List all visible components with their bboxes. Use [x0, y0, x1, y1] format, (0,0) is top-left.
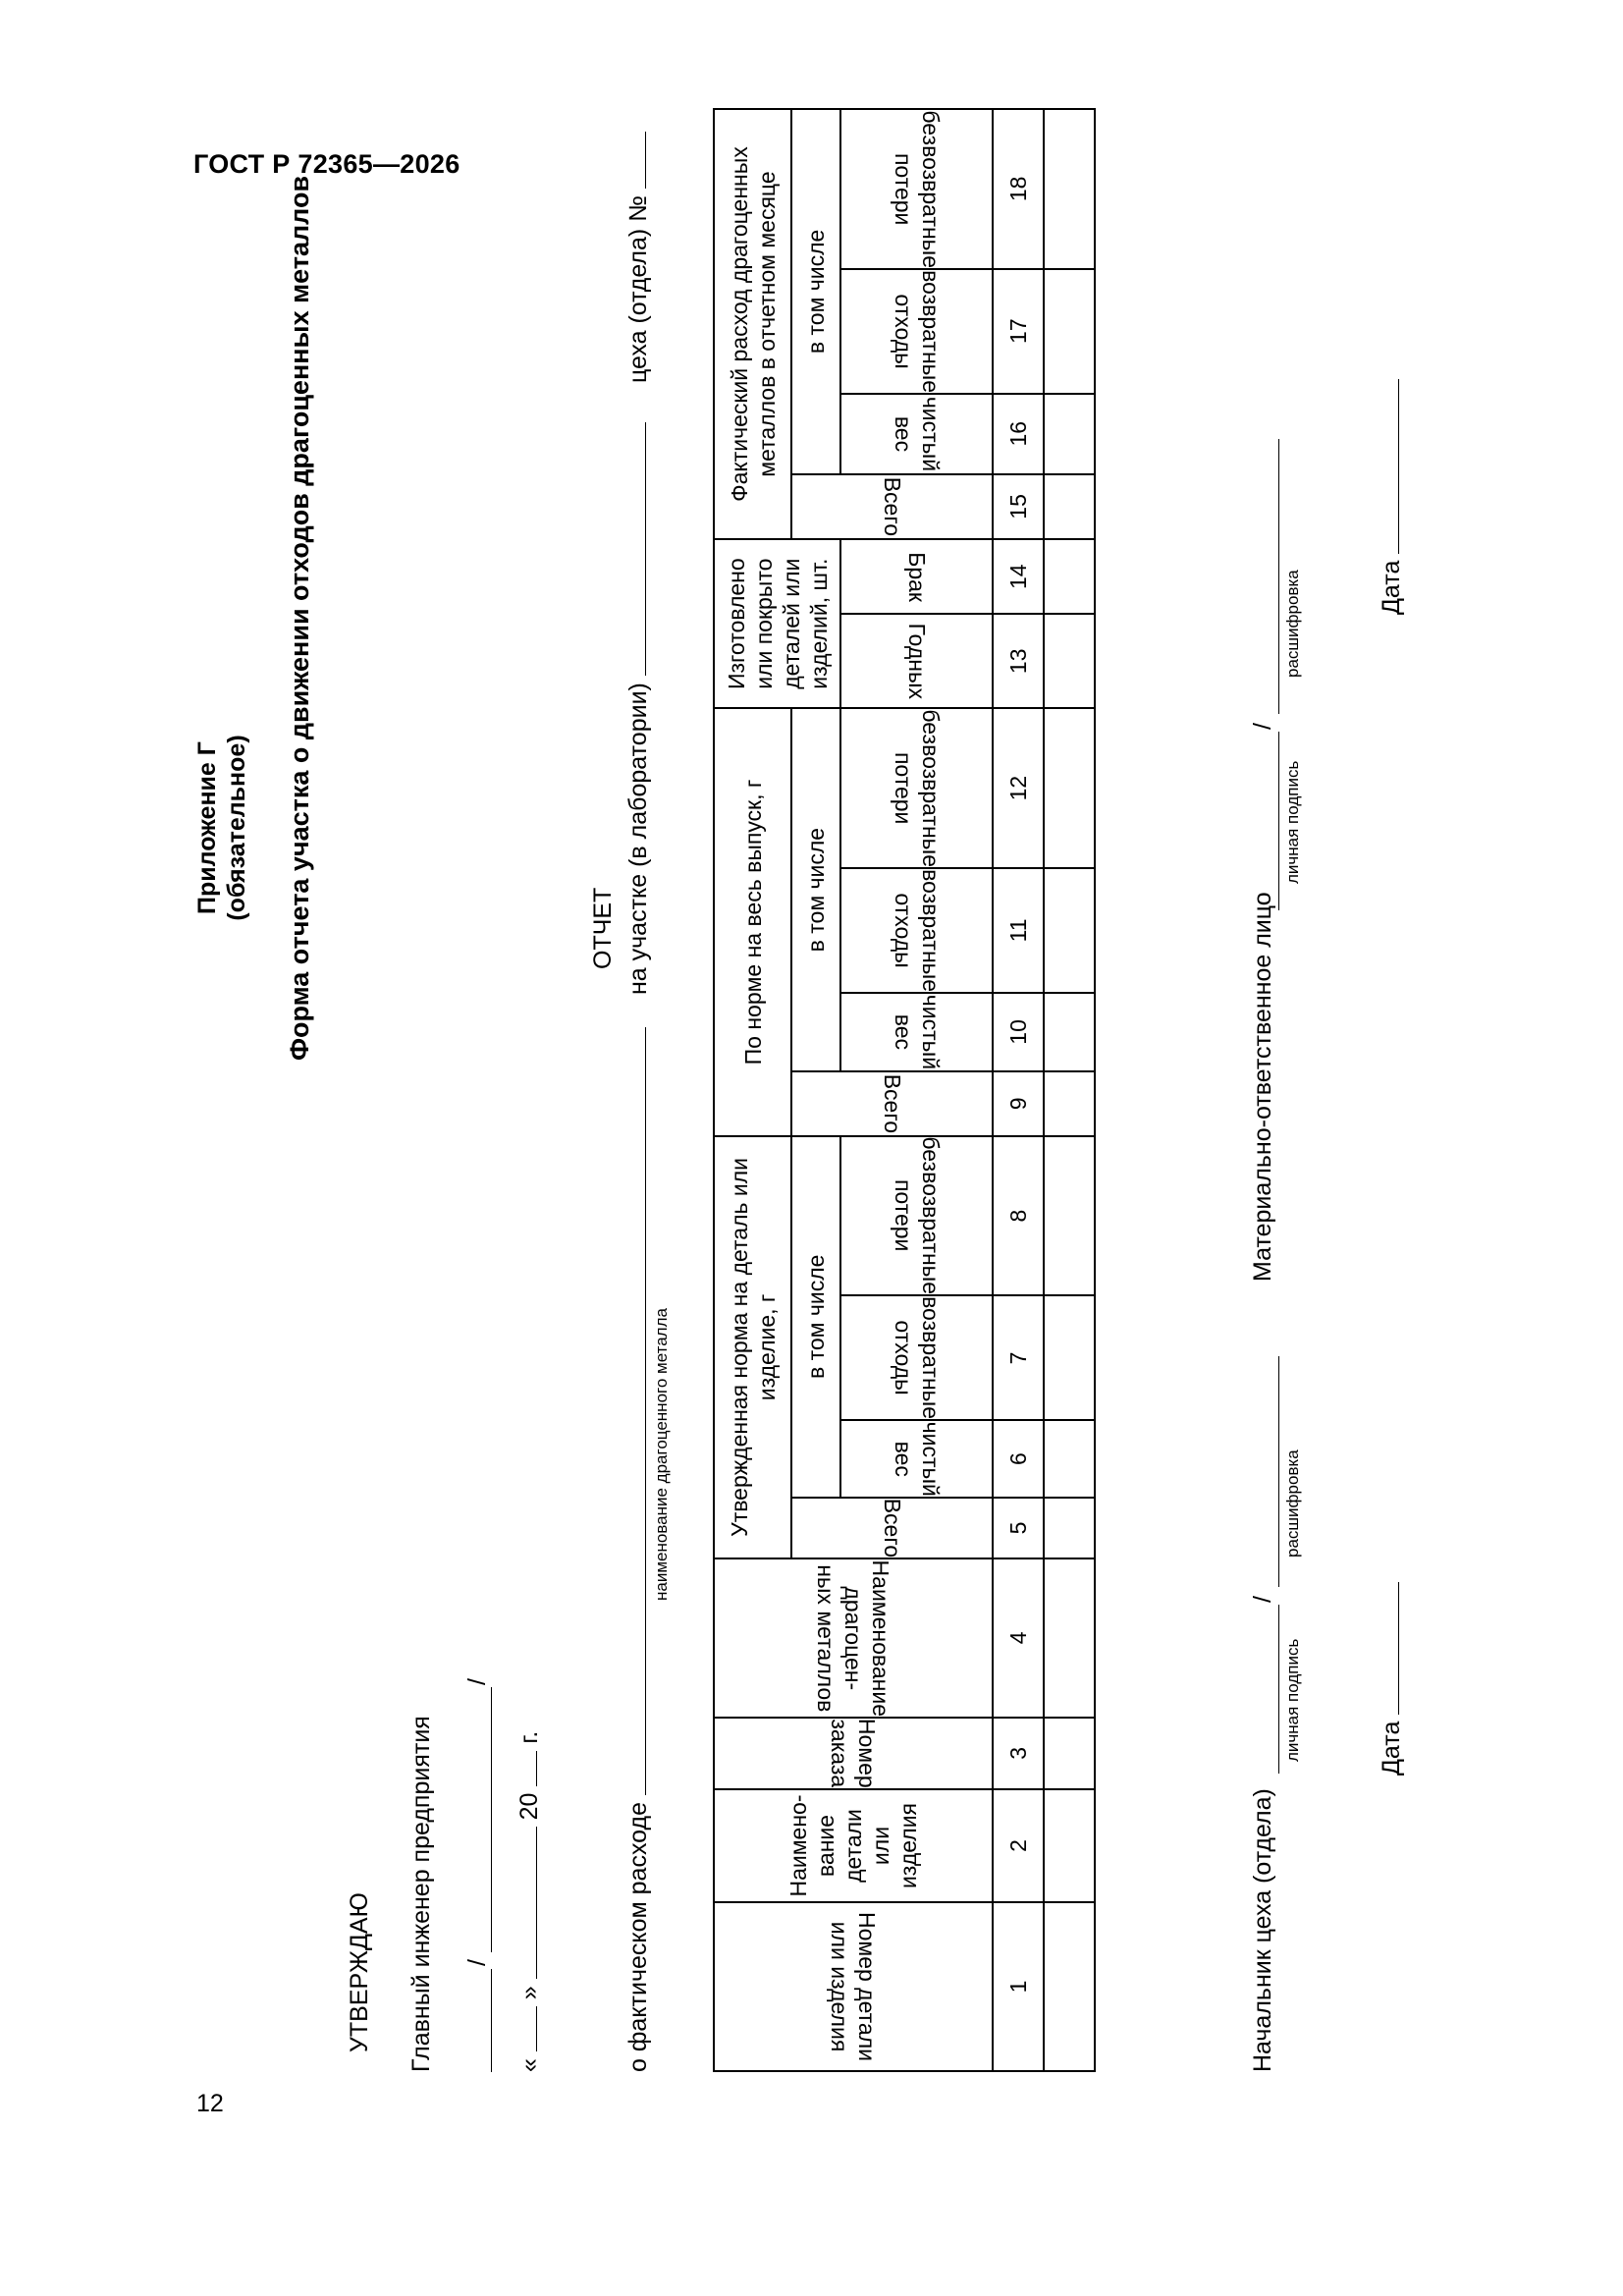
- cell[interactable]: [1044, 269, 1095, 394]
- cell[interactable]: [1044, 993, 1095, 1071]
- cell[interactable]: [1044, 539, 1095, 614]
- header-norm-nonreturn: безвозвратные потери: [840, 1136, 993, 1296]
- header-group-norm: Утвержденная норма на деталь или изделие, г: [714, 1136, 791, 1558]
- cell[interactable]: [1044, 1136, 1095, 1296]
- responsible-label: Материально-ответственное лицо: [1249, 892, 1276, 1282]
- cell[interactable]: [1044, 1558, 1095, 1717]
- month-line: [536, 1827, 537, 1979]
- header-norm-incl: в том числе: [791, 1136, 840, 1498]
- col-number-1: 1: [993, 1902, 1044, 2071]
- report-table: [713, 108, 1096, 2072]
- approver-position: Главный инженер предприятия: [407, 1716, 435, 2072]
- shop-head-decode-caption: расшифровка: [1283, 1449, 1302, 1558]
- metal-name-line: [645, 1027, 646, 1795]
- report-heading: ОТЧЕТ: [589, 887, 617, 969]
- table-row: [1044, 109, 1095, 2071]
- col-number-9: 9: [993, 1071, 1044, 1136]
- cell[interactable]: [1044, 1071, 1095, 1136]
- header-output-total: Всего: [791, 1071, 993, 1136]
- document-code: ГОСТ Р 72365—2026: [193, 149, 460, 179]
- year-suffix: г.: [515, 1730, 543, 1744]
- day-line: [536, 2006, 537, 2051]
- header-group-output: По норме на весь выпуск, г: [714, 708, 791, 1136]
- col-number-11: 11: [993, 868, 1044, 993]
- cell[interactable]: [1044, 1902, 1095, 2071]
- cell[interactable]: [1044, 1718, 1095, 1789]
- header-output-net: чистый вес: [840, 993, 993, 1071]
- col-number-5: 5: [993, 1498, 1044, 1558]
- header-group-made: Изготовлено или покрыто деталей или изделий, шт.: [714, 539, 840, 708]
- col-number-4: 4: [993, 1558, 1044, 1717]
- report-shop: [624, 132, 653, 383]
- appendix-title: Форма отчета участка о движении отходов драгоценных металлов: [285, 175, 314, 1061]
- col-number-13: 13: [993, 614, 1044, 708]
- header-part-name: Наимено- вание детали или изделия: [714, 1789, 993, 1902]
- report-area-text: на участке (в лаборатории): [624, 683, 652, 995]
- responsible-sign-line: [1278, 732, 1279, 910]
- header-norm-total: Всего: [791, 1498, 993, 1558]
- shop-head-name-line: [1278, 1356, 1279, 1587]
- year-prefix: 20: [515, 1792, 543, 1821]
- responsible-date-label: Дата: [1378, 560, 1405, 615]
- header-norm-returnable: возвратные отходы: [840, 1295, 993, 1420]
- responsible-date-line: [1398, 379, 1399, 554]
- report-about-text: о фактическом расходе: [624, 1801, 652, 2072]
- responsible-slash: /: [1249, 723, 1276, 730]
- shop-head-date-line: [1398, 1582, 1399, 1715]
- header-output-incl: в том числе: [791, 708, 840, 1071]
- col-number-18: 18: [993, 109, 1044, 269]
- shop-number-line: [645, 132, 646, 189]
- cell[interactable]: [1044, 1498, 1095, 1558]
- header-norm-net: чистый вес: [840, 1420, 993, 1497]
- approver-slash-2: /: [463, 1678, 491, 1685]
- cell[interactable]: [1044, 1420, 1095, 1497]
- header-output-nonreturn: безвозвратные потери: [840, 708, 993, 868]
- area-line: [645, 422, 646, 676]
- shop-head-sign-line: [1278, 1605, 1279, 1774]
- cell[interactable]: [1044, 708, 1095, 868]
- shop-head-sign: [1249, 1788, 1277, 2072]
- shop-head-slash: /: [1249, 1596, 1276, 1603]
- col-number-14: 14: [993, 539, 1044, 614]
- header-fact-nonreturn: безвозвратные потери: [840, 109, 993, 269]
- appendix-label: Приложение Г: [193, 741, 221, 914]
- header-made-defect: Брак: [840, 539, 993, 614]
- year-line: [536, 1751, 537, 1786]
- approver-name-line: [491, 1687, 492, 1952]
- metal-name-caption: наименование драгоценного металла: [652, 1308, 671, 1601]
- header-group-fact: Фактический расход драгоценных металлов в отчетном месяце: [714, 109, 791, 539]
- header-fact-net: чистый вес: [840, 394, 993, 474]
- shop-head-sign-caption: личная подпись: [1283, 1638, 1302, 1762]
- header-order-number: Номер заказа: [714, 1718, 993, 1789]
- quote-close: »: [515, 1986, 543, 2000]
- responsible-sign: [1249, 892, 1277, 1282]
- col-number-3: 3: [993, 1718, 1044, 1789]
- page-number: 12: [196, 2090, 224, 2117]
- col-number-16: 16: [993, 394, 1044, 474]
- shop-head-label: Начальник цеха (отдела): [1249, 1788, 1276, 2072]
- quote-open: «: [515, 2058, 543, 2072]
- column-number-row: [993, 109, 1044, 2071]
- header-part-number: Номер детали или изделия: [714, 1902, 993, 2071]
- col-number-8: 8: [993, 1136, 1044, 1296]
- col-number-15: 15: [993, 474, 1044, 539]
- header-fact-total: Всего: [791, 474, 993, 539]
- landscape-page: [0, 108, 1434, 2072]
- col-number-7: 7: [993, 1295, 1044, 1420]
- col-number-17: 17: [993, 269, 1044, 394]
- cell[interactable]: [1044, 109, 1095, 269]
- header-fact-incl: в том числе: [791, 109, 840, 474]
- report-area: [624, 422, 653, 995]
- cell[interactable]: [1044, 1295, 1095, 1420]
- cell[interactable]: [1044, 394, 1095, 474]
- shop-head-date-label: Дата: [1378, 1721, 1405, 1776]
- cell[interactable]: [1044, 614, 1095, 708]
- header-metal-name: Наименование драгоцен- ных металлов: [714, 1558, 993, 1717]
- header-made-good: Годных: [840, 614, 993, 708]
- col-number-10: 10: [993, 993, 1044, 1071]
- approver-sign-line: [491, 1969, 492, 2072]
- responsible-sign-caption: личная подпись: [1283, 760, 1302, 884]
- approve-label: УТВЕРЖДАЮ: [346, 1892, 373, 2052]
- appendix-status: (обязательное): [223, 735, 250, 921]
- approval-date: [515, 1731, 544, 2072]
- cell[interactable]: [1044, 474, 1095, 539]
- approver-slash-1: /: [463, 1959, 491, 1966]
- responsible-date: [1378, 379, 1406, 615]
- header-fact-returnable: возвратные отходы: [840, 269, 993, 394]
- report-about: [624, 1027, 653, 2072]
- col-number-6: 6: [993, 1420, 1044, 1497]
- responsible-name-line: [1278, 439, 1279, 714]
- col-number-2: 2: [993, 1789, 1044, 1902]
- cell[interactable]: [1044, 868, 1095, 993]
- cell[interactable]: [1044, 1789, 1095, 1902]
- responsible-decode-caption: расшифровка: [1283, 570, 1302, 678]
- shop-head-date: [1378, 1582, 1406, 1776]
- report-shop-text: цеха (отдела) №: [624, 194, 652, 383]
- appendix-heading: [192, 651, 251, 1005]
- header-output-returnable: возвратные отходы: [840, 868, 993, 993]
- col-number-12: 12: [993, 708, 1044, 868]
